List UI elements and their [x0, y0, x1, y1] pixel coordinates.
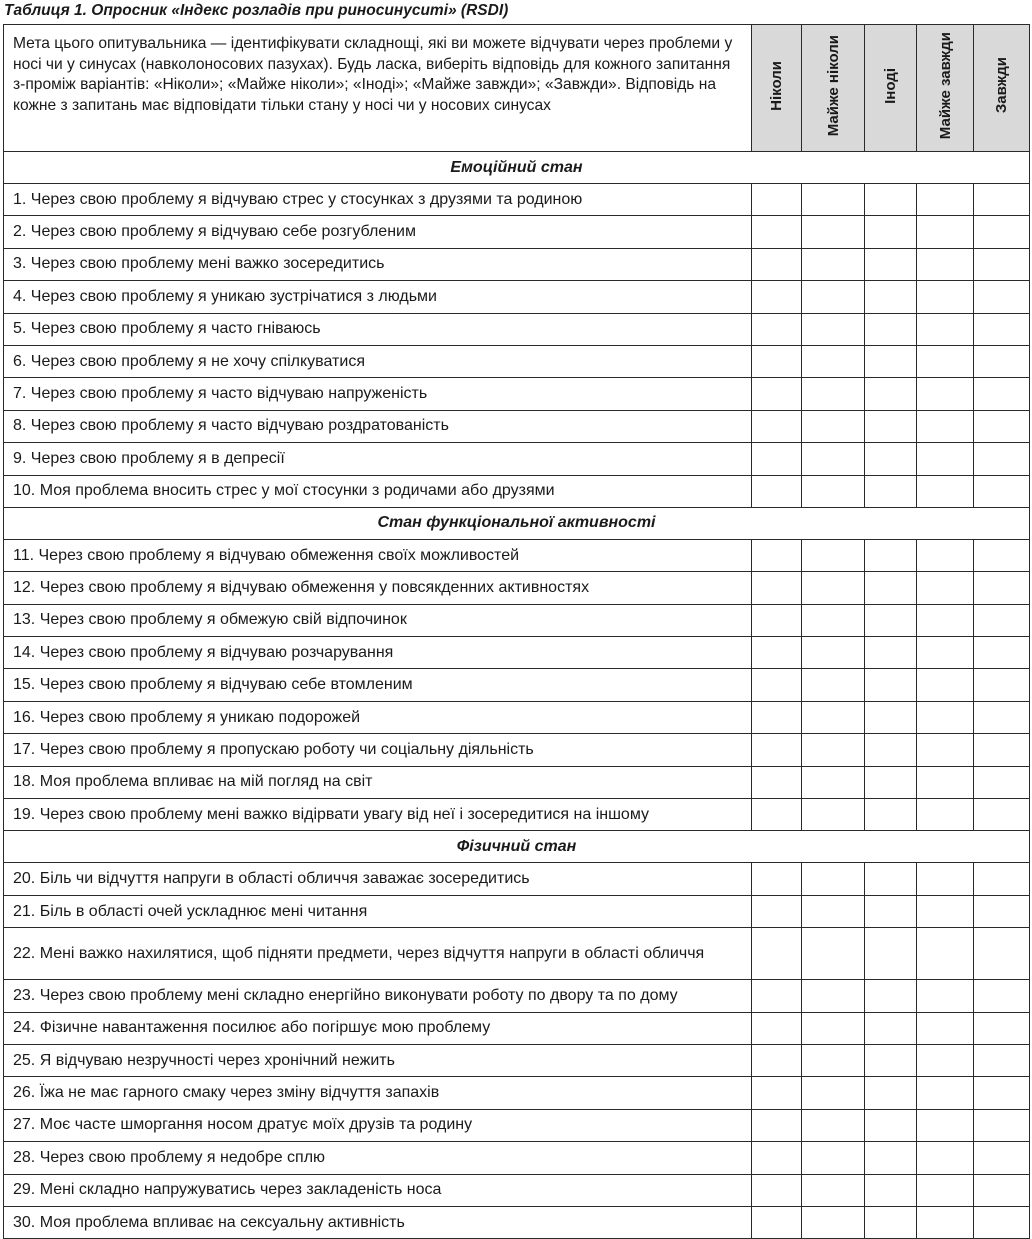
answer-cell[interactable]: [917, 281, 974, 313]
question-row: [4, 1109, 1030, 1141]
question-text: 22. Мені важко нахилятися, щоб підняти предмети, через відчуття напруги в області обличчя: [4, 928, 752, 980]
question-text: 3. Через свою проблему мені важко зосередитись: [4, 248, 752, 280]
answer-cell[interactable]: [974, 539, 1030, 571]
rsdi-questionnaire-table: [3, 24, 1030, 1239]
answer-cell[interactable]: [865, 216, 917, 248]
answer-cell[interactable]: [974, 1174, 1030, 1206]
answer-cell[interactable]: [865, 1109, 917, 1141]
answer-cell[interactable]: [752, 863, 802, 895]
answer-cell[interactable]: [802, 1206, 865, 1238]
answer-cell[interactable]: [752, 734, 802, 766]
answer-cell[interactable]: [752, 1174, 802, 1206]
question-row: [4, 604, 1030, 636]
answer-cell[interactable]: [752, 604, 802, 636]
question-text: 4. Через свою проблему я уникаю зустрічатися з людьми: [4, 281, 752, 313]
answer-cell[interactable]: [865, 475, 917, 507]
section-title: Емоційний стан: [4, 152, 1030, 184]
answer-cell[interactable]: [752, 1142, 802, 1174]
answer-cell[interactable]: [752, 410, 802, 442]
answer-cell[interactable]: [917, 313, 974, 345]
answer-cell[interactable]: [917, 799, 974, 831]
answer-cell[interactable]: [802, 539, 865, 571]
question-text: 26. Їжа не має гарного смаку через зміну відчуття запахів: [4, 1077, 752, 1109]
answer-cell[interactable]: [974, 604, 1030, 636]
question-text: 16. Через свою проблему я уникаю подорожей: [4, 701, 752, 733]
answer-cell[interactable]: [917, 539, 974, 571]
answer-cell[interactable]: [974, 475, 1030, 507]
answer-cell[interactable]: [865, 863, 917, 895]
answer-cell[interactable]: [752, 895, 802, 927]
answer-cell[interactable]: [752, 443, 802, 475]
answer-cell[interactable]: [802, 248, 865, 280]
answer-cell[interactable]: [974, 766, 1030, 798]
question-text: 1. Через свою проблему я відчуваю стрес у стосунках з друзями та родиною: [4, 184, 752, 216]
answer-cell[interactable]: [917, 184, 974, 216]
answer-cell[interactable]: [802, 1077, 865, 1109]
answer-cell[interactable]: [802, 1044, 865, 1076]
answer-cell[interactable]: [865, 1142, 917, 1174]
answer-cell[interactable]: [865, 604, 917, 636]
answer-cell[interactable]: [802, 345, 865, 377]
question-text: 23. Через свою проблему мені складно енергійно виконувати роботу по двору та по дому: [4, 980, 752, 1012]
answer-cell[interactable]: [802, 799, 865, 831]
question-row: [4, 701, 1030, 733]
section-header-row: [4, 507, 1030, 539]
answer-cell[interactable]: [974, 216, 1030, 248]
answer-cell[interactable]: [865, 378, 917, 410]
answer-cell[interactable]: [802, 475, 865, 507]
question-row: [4, 980, 1030, 1012]
answer-cell[interactable]: [752, 539, 802, 571]
answer-cell[interactable]: [865, 1174, 917, 1206]
answer-cell[interactable]: [752, 184, 802, 216]
answer-cell[interactable]: [865, 701, 917, 733]
answer-cell[interactable]: [917, 345, 974, 377]
answer-cell[interactable]: [865, 799, 917, 831]
section-title: Стан функціональної активності: [4, 507, 1030, 539]
question-text: 10. Моя проблема вносить стрес у мої стосунки з родичами або друзями: [4, 475, 752, 507]
question-row: [4, 863, 1030, 895]
question-row: [4, 313, 1030, 345]
answer-cell[interactable]: [865, 637, 917, 669]
answer-cell[interactable]: [974, 895, 1030, 927]
option-header-almost-always: [917, 25, 974, 152]
answer-cell[interactable]: [917, 1174, 974, 1206]
answer-cell[interactable]: [802, 980, 865, 1012]
answer-cell[interactable]: [752, 281, 802, 313]
answer-cell[interactable]: [802, 216, 865, 248]
answer-cell[interactable]: [917, 475, 974, 507]
answer-cell[interactable]: [917, 980, 974, 1012]
answer-cell[interactable]: [974, 281, 1030, 313]
question-row: [4, 1012, 1030, 1044]
question-row: [4, 410, 1030, 442]
table-header-row: [4, 25, 1030, 152]
option-header-always: [974, 25, 1030, 152]
answer-cell[interactable]: [865, 345, 917, 377]
answer-cell[interactable]: [974, 410, 1030, 442]
answer-cell[interactable]: [974, 1206, 1030, 1238]
question-row: [4, 669, 1030, 701]
answer-cell[interactable]: [752, 1077, 802, 1109]
answer-cell[interactable]: [865, 539, 917, 571]
question-text: 25. Я відчуваю незручності через хронічний нежить: [4, 1044, 752, 1076]
question-text: 20. Біль чи відчуття напруги в області обличчя заважає зосередитись: [4, 863, 752, 895]
answer-cell[interactable]: [974, 734, 1030, 766]
answer-cell[interactable]: [802, 863, 865, 895]
answer-cell[interactable]: [917, 378, 974, 410]
answer-cell[interactable]: [752, 669, 802, 701]
answer-cell[interactable]: [917, 734, 974, 766]
question-row: [4, 216, 1030, 248]
question-text: 30. Моя проблема впливає на сексуальну активність: [4, 1206, 752, 1238]
answer-cell[interactable]: [802, 766, 865, 798]
answer-cell[interactable]: [752, 766, 802, 798]
question-text: 29. Мені складно напружуватись через закладеність носа: [4, 1174, 752, 1206]
answer-cell[interactable]: [974, 799, 1030, 831]
answer-cell[interactable]: [974, 184, 1030, 216]
answer-cell[interactable]: [865, 1206, 917, 1238]
answer-cell[interactable]: [865, 313, 917, 345]
question-text: 8. Через свою проблему я часто відчуваю роздратованість: [4, 410, 752, 442]
answer-cell[interactable]: [865, 572, 917, 604]
answer-cell[interactable]: [917, 637, 974, 669]
answer-cell[interactable]: [865, 928, 917, 980]
option-label: Майже завжди: [936, 31, 954, 140]
question-text: 11. Через свою проблему я відчуваю обмеження своїх можливостей: [4, 539, 752, 571]
answer-cell[interactable]: [802, 734, 865, 766]
answer-cell[interactable]: [917, 604, 974, 636]
question-row: [4, 572, 1030, 604]
answer-cell[interactable]: [865, 1077, 917, 1109]
question-row: [4, 637, 1030, 669]
question-row: [4, 1044, 1030, 1076]
answer-cell[interactable]: [802, 184, 865, 216]
question-row: [4, 928, 1030, 980]
option-header-sometimes: [865, 25, 917, 152]
question-text: 12. Через свою проблему я відчуваю обмеження у повсякденних активностях: [4, 572, 752, 604]
answer-cell[interactable]: [917, 572, 974, 604]
question-row: [4, 475, 1030, 507]
option-header-almost-never: [802, 25, 865, 152]
answer-cell[interactable]: [917, 1077, 974, 1109]
answer-cell[interactable]: [802, 1012, 865, 1044]
answer-cell[interactable]: [917, 1142, 974, 1174]
answer-cell[interactable]: [974, 1012, 1030, 1044]
answer-cell[interactable]: [917, 895, 974, 927]
section-header-row: [4, 152, 1030, 184]
answer-cell[interactable]: [752, 572, 802, 604]
answer-cell[interactable]: [917, 669, 974, 701]
question-row: [4, 1077, 1030, 1109]
answer-cell[interactable]: [974, 1077, 1030, 1109]
question-row: [4, 1206, 1030, 1238]
answer-cell[interactable]: [752, 701, 802, 733]
answer-cell[interactable]: [917, 863, 974, 895]
answer-cell[interactable]: [917, 1206, 974, 1238]
answer-cell[interactable]: [802, 378, 865, 410]
answer-cell[interactable]: [752, 1109, 802, 1141]
answer-cell[interactable]: [865, 980, 917, 1012]
question-row: [4, 1142, 1030, 1174]
option-label: Майже ніколи: [824, 34, 842, 137]
answer-cell[interactable]: [752, 216, 802, 248]
question-row: [4, 895, 1030, 927]
answer-cell[interactable]: [865, 248, 917, 280]
answer-cell[interactable]: [974, 701, 1030, 733]
answer-cell[interactable]: [865, 443, 917, 475]
question-text: 15. Через свою проблему я відчуваю себе втомленим: [4, 669, 752, 701]
answer-cell[interactable]: [865, 1044, 917, 1076]
answer-cell[interactable]: [917, 216, 974, 248]
answer-cell[interactable]: [802, 1174, 865, 1206]
answer-cell[interactable]: [752, 248, 802, 280]
answer-cell[interactable]: [865, 766, 917, 798]
answer-cell[interactable]: [865, 410, 917, 442]
question-row: [4, 248, 1030, 280]
question-text: 28. Через свою проблему я недобре сплю: [4, 1142, 752, 1174]
question-text: 9. Через свою проблему я в депресії: [4, 443, 752, 475]
question-row: [4, 1174, 1030, 1206]
option-header-never: [752, 25, 802, 152]
answer-cell[interactable]: [974, 1142, 1030, 1174]
question-row: [4, 345, 1030, 377]
answer-cell[interactable]: [917, 928, 974, 980]
answer-cell[interactable]: [802, 637, 865, 669]
question-row: [4, 378, 1030, 410]
answer-cell[interactable]: [974, 443, 1030, 475]
question-text: 5. Через свою проблему я часто гніваюсь: [4, 313, 752, 345]
answer-cell[interactable]: [974, 378, 1030, 410]
answer-cell[interactable]: [865, 895, 917, 927]
answer-cell[interactable]: [865, 734, 917, 766]
answer-cell[interactable]: [917, 1012, 974, 1044]
answer-cell[interactable]: [752, 799, 802, 831]
option-label: Іноді: [882, 67, 899, 104]
answer-cell[interactable]: [752, 928, 802, 980]
question-row: [4, 734, 1030, 766]
question-text: 19. Через свою проблему мені важко відірвати увагу від неї і зосередитися на іншому: [4, 799, 752, 831]
answer-cell[interactable]: [752, 475, 802, 507]
answer-cell[interactable]: [802, 604, 865, 636]
answer-cell[interactable]: [802, 572, 865, 604]
answer-cell[interactable]: [752, 1012, 802, 1044]
question-text: 14. Через свою проблему я відчуваю розчарування: [4, 637, 752, 669]
answer-cell[interactable]: [752, 980, 802, 1012]
answer-cell[interactable]: [865, 281, 917, 313]
instructions-text: Мета цього опитувальника — ідентифікувати складнощі, які ви можете відчувати через проблеми у носі чи у синусах (навколоносових пазухах). Будь ласка, виберіть відповідь для кожного запитання з-проміж варіантів: «Ніколи»; «Майже ніколи»; «Іноді»; «Майже завжди»; «Завжди». Відповідь на кожне з запитань має відповідати тільки стану у носі чи у носових синусах: [4, 25, 752, 152]
answer-cell[interactable]: [752, 378, 802, 410]
question-text: 2. Через свою проблему я відчуваю себе розгубленим: [4, 216, 752, 248]
question-text: 18. Моя проблема впливає на мій погляд на світ: [4, 766, 752, 798]
answer-cell[interactable]: [802, 443, 865, 475]
option-label: Ніколи: [768, 60, 785, 111]
answer-cell[interactable]: [974, 248, 1030, 280]
question-row: [4, 799, 1030, 831]
answer-cell[interactable]: [802, 1109, 865, 1141]
question-row: [4, 443, 1030, 475]
question-text: 7. Через свою проблему я часто відчуваю напруженість: [4, 378, 752, 410]
answer-cell[interactable]: [752, 1206, 802, 1238]
answer-cell[interactable]: [917, 701, 974, 733]
answer-cell[interactable]: [865, 184, 917, 216]
answer-cell[interactable]: [802, 1142, 865, 1174]
table-caption: Таблиця 1. Опросник «Індекс розладів при риносинуситі» (RSDI): [4, 2, 509, 19]
answer-cell[interactable]: [917, 1109, 974, 1141]
question-text: 6. Через свою проблему я не хочу спілкуватися: [4, 345, 752, 377]
question-text: 27. Моє часте шморгання носом дратує моїх друзів та родину: [4, 1109, 752, 1141]
answer-cell[interactable]: [752, 313, 802, 345]
answer-cell[interactable]: [974, 863, 1030, 895]
answer-cell[interactable]: [917, 248, 974, 280]
answer-cell[interactable]: [917, 766, 974, 798]
answer-cell[interactable]: [974, 345, 1030, 377]
question-row: [4, 766, 1030, 798]
answer-cell[interactable]: [974, 1109, 1030, 1141]
answer-cell[interactable]: [802, 928, 865, 980]
question-text: 24. Фізичне навантаження посилює або погіршує мою проблему: [4, 1012, 752, 1044]
answer-cell[interactable]: [917, 410, 974, 442]
answer-cell[interactable]: [802, 895, 865, 927]
answer-cell[interactable]: [865, 1012, 917, 1044]
section-header-row: [4, 831, 1030, 863]
section-title: Фізичний стан: [4, 831, 1030, 863]
question-text: 21. Біль в області очей ускладнює мені читання: [4, 895, 752, 927]
answer-cell[interactable]: [865, 669, 917, 701]
answer-cell[interactable]: [802, 669, 865, 701]
answer-cell[interactable]: [802, 701, 865, 733]
answer-cell[interactable]: [974, 572, 1030, 604]
answer-cell[interactable]: [752, 345, 802, 377]
question-text: 13. Через свою проблему я обмежую свій відпочинок: [4, 604, 752, 636]
answer-cell[interactable]: [974, 669, 1030, 701]
option-label: Завжди: [993, 57, 1010, 114]
question-row: [4, 184, 1030, 216]
answer-cell[interactable]: [974, 928, 1030, 980]
question-text: 17. Через свою проблему я пропускаю роботу чи соціальну діяльність: [4, 734, 752, 766]
answer-cell[interactable]: [974, 313, 1030, 345]
answer-cell[interactable]: [802, 313, 865, 345]
answer-cell[interactable]: [974, 637, 1030, 669]
answer-cell[interactable]: [752, 1044, 802, 1076]
answer-cell[interactable]: [974, 980, 1030, 1012]
answer-cell[interactable]: [802, 410, 865, 442]
answer-cell[interactable]: [802, 281, 865, 313]
answer-cell[interactable]: [752, 637, 802, 669]
answer-cell[interactable]: [974, 1044, 1030, 1076]
answer-cell[interactable]: [917, 443, 974, 475]
answer-cell[interactable]: [917, 1044, 974, 1076]
question-row: [4, 281, 1030, 313]
question-row: [4, 539, 1030, 571]
